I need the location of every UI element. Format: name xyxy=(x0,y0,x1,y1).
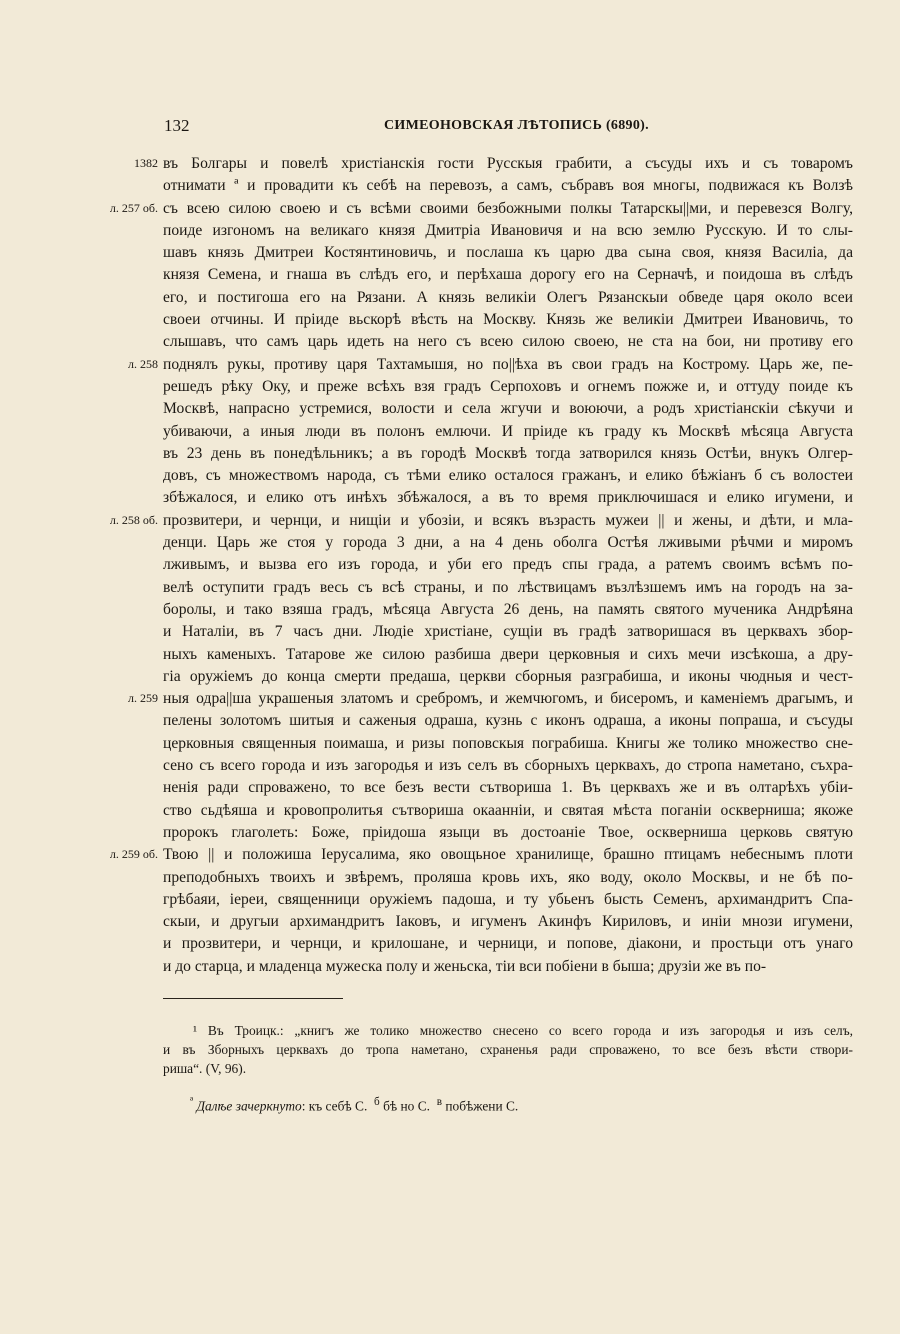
line-text: его, и постигоша его на Рязани. А князь великіи Олегъ Рязанскыи обведе царя около всеи xyxy=(163,288,853,306)
text-line xyxy=(0,510,900,532)
text-line xyxy=(0,710,900,732)
line-text: лживымъ, и вызва его изъ города, и уби его предъ спы града, а ратемъ своимъ всѣмъ по- xyxy=(163,556,853,574)
line-text: съ всею силою своею и съ всѣми своими безбожными полкы Татарскы||ми, и перевезся Волгу, xyxy=(163,199,853,217)
line-text: въ 23 день въ понедѣльникъ; а въ городѣ Москвѣ тогда затворился князь Остѣи, внукъ Олгер- xyxy=(163,444,853,462)
text-line xyxy=(0,175,900,197)
line-text: ныхъ каменыхъ. Татарове же силою разбиша двери церковныя и сихъ мечи изсѣкоша, а дру- xyxy=(163,645,853,663)
text-line xyxy=(0,220,900,242)
text-line xyxy=(0,376,900,398)
text-line xyxy=(0,554,900,576)
margin-note: л. 257 об. xyxy=(109,200,158,215)
text-line xyxy=(0,309,900,331)
line-text: церковныя священныя поимаша, и ризы поповскыя пограбиша. Книгы же толико множество сне- xyxy=(163,734,853,752)
variant-notes xyxy=(190,1096,518,1114)
text-line xyxy=(0,421,900,443)
text-line xyxy=(0,354,900,376)
footnote xyxy=(163,1021,853,1078)
running-title: СИМЕОНОВСКАЯ ЛѢТОПИСЬ (6890). xyxy=(384,118,649,133)
footnote-line: риша“. (V, 96). xyxy=(163,1061,247,1076)
text-line xyxy=(0,666,900,688)
note-mark-v: в xyxy=(436,1096,442,1108)
text-line xyxy=(0,487,900,509)
text-line xyxy=(0,331,900,353)
text-line xyxy=(0,911,900,933)
text-line xyxy=(0,800,900,822)
text-line xyxy=(0,755,900,777)
text-line xyxy=(0,733,900,755)
line-text: князя Семена, и гнаша въ слѣдъ его, и перѣхаша дорогу его на Серначѣ, и поидоша въ слѣдъ xyxy=(163,266,853,284)
line-text: збѣжалося, и елико отъ инѣхъ збѣжалося, а въ то время приключишася и елико игумени, и xyxy=(163,489,853,507)
note-v-text: побѣжени С. xyxy=(445,1098,519,1114)
line-text: преподобныхъ твоихъ и звѣремъ, проляша кровь ихъ, яко воду, около Москвы, и не бѣ по- xyxy=(163,868,853,886)
line-text: и Наталіи, въ 7 часъ дни. Людіе христіане, сущіи въ градѣ затворишася въ церквахъ збор- xyxy=(163,623,853,641)
line-text: боролы, и тако взяша градъ, мѣсяца Августа 26 день, на память святого мученика Андрѣяна xyxy=(163,600,853,618)
text-line xyxy=(0,933,900,955)
text-line xyxy=(0,889,900,911)
text-line xyxy=(0,532,900,554)
line-text: въ Болгары и повелѣ христіанскія гости Русскыя грабити, а съсуды ихъ и съ товаромъ xyxy=(163,155,853,172)
line-text: ненія ради спроважено, то все безъ вести сътвориша 1. Въ церквахъ же и въ олтарѣхъ убіи- xyxy=(163,779,853,797)
text-line xyxy=(0,844,900,866)
line-text: довъ, съ множествомъ народа, съ тѣми елико осталося гражанъ, и елико бѣжіанъ б съ волостеи xyxy=(163,467,853,485)
text-line xyxy=(0,621,900,643)
footnote-line: и въ Зборныхъ церквахъ до тропа наметано, схраненья ради спроважено, то все безъ вѣсти створи- xyxy=(163,1042,853,1057)
note-a-label: Далѣе зачеркнуто xyxy=(196,1098,302,1114)
footnote-divider xyxy=(163,998,343,999)
line-text: пелены золотомъ шитыя и саженыя одраша, кузнь с иконъ одраша, а иконы попраша, и съсуды xyxy=(163,712,853,730)
text-line xyxy=(0,688,900,710)
line-text: шавъ князь Дмитреи Костянтиновичь, и послаша къ царю два сына своя, князя Василіа, да xyxy=(163,244,853,262)
line-text: и до старца, и младенца мужеска полу и женьска, тіи вси побіени в быша; друзіи же въ по- xyxy=(163,957,767,975)
footnote-line: ¹ Въ Троицк.: „книгъ же толико множество снесено со всего города и изъ загородья и изъ селъ, xyxy=(193,1023,853,1038)
page-number: 132 xyxy=(164,116,190,135)
page-header xyxy=(164,116,854,138)
line-text: Твою || и положиша Іерусалима, яко овощьное хранилище, брашно птицамъ небеснымъ плоти xyxy=(163,846,853,864)
text-line xyxy=(0,956,900,978)
margin-note: л. 259 об. xyxy=(109,847,158,862)
line-text: ныя одра||ша украшеныя златомъ и сребромъ, и жемчюгомъ, и бисеромъ, и каменіемъ драгымъ, и xyxy=(163,690,853,708)
text-line xyxy=(0,599,900,621)
line-text: гіа оружіемъ до конца смерти предаша, церкви сборныя разграбиша, и иконы чюдныя и чест- xyxy=(163,667,853,685)
margin-note: л. 259 xyxy=(128,691,158,706)
line-text: скыи, и другыи архимандритъ Іаковъ, и игуменъ Акинфъ Кириловъ, и иніи мнози игумени, xyxy=(163,913,853,931)
line-text: слышавъ, что самъ царь идеть на него съ всею силою своею, не ста на бои, ни противу его xyxy=(163,333,853,351)
text-line xyxy=(0,577,900,599)
line-text: Москвѣ, напрасно устремися, волости и села жгучи и воюючи, а родъ христіанскіи сѣкучи и xyxy=(163,400,853,418)
margin-note: 1382 xyxy=(134,156,158,170)
note-mark-a: ª xyxy=(190,1096,194,1108)
chronicle-text xyxy=(0,153,900,978)
line-text: и прозвитери, и чернци, и крилошане, и черници, и попове, діакони, и простьци отъ унаго xyxy=(163,935,853,953)
line-text: поднялъ рукы, противу царя Тахтамышя, но по||ѣха въ свои градъ на Кострому. Царь же, пе- xyxy=(163,355,853,373)
line-text: убиваючи, а иныя люди въ полонъ емлючи. И пріиде къ граду къ Москвѣ мѣсяца Августа xyxy=(163,422,853,440)
text-line xyxy=(0,867,900,889)
line-text: своеи отчины. И пріиде вьскорѣ вѣсть на Москву. Князь же великіи Дмитреи Ивановичь, то xyxy=(163,311,853,329)
text-line xyxy=(0,153,900,175)
line-text: отнимати ª и провадити къ себѣ на перевозъ, а самъ, събравъ воя многы, подвижася къ Волзѣ xyxy=(163,177,853,195)
text-line xyxy=(0,287,900,309)
margin-note: л. 258 xyxy=(128,356,158,371)
text-line xyxy=(0,644,900,666)
line-text: сено съ всего города и изъ загородья и изъ селъ въ сборныхъ церквахъ, до стропа наметано, съхра- xyxy=(163,757,853,775)
note-mark-b: б xyxy=(374,1096,380,1108)
line-text: грѣбаяи, іереи, священници оружіемъ падоша, и ту убьенъ бысть Семенъ, архимандритъ Спа- xyxy=(163,890,853,908)
line-text: поиде изгономъ на великаго князя Дмитріа Ивановичя и на всю землю Русскую. И то слы- xyxy=(163,221,853,239)
text-line xyxy=(0,822,900,844)
note-a-text: : къ себѣ С. xyxy=(301,1098,368,1114)
text-line xyxy=(0,443,900,465)
margin-note: л. 258 об. xyxy=(109,512,158,527)
line-text: решедъ рѣку Оку, и преже всѣхъ взя градъ Серпоховъ и огнемъ пожже и, и оттуду поиде къ xyxy=(163,377,853,395)
line-text: пророкъ глаголеть: Боже, пріидоша языци въ достоаніе Твое, оскверниша церковь святую xyxy=(163,823,853,841)
text-line xyxy=(0,198,900,220)
text-line xyxy=(0,264,900,286)
line-text: денци. Царь же стоя у города 3 дни, а на 4 день оболга Остѣя лживыми рѣчми и миромъ xyxy=(163,534,853,552)
line-text: ство сьдѣяша и кровопролитья сътвориша окаанніи, и святая мѣста поганіи оскверниша; якоже xyxy=(163,801,853,819)
line-text: велѣ оступити градъ весь съ всѣ страны, и по лѣствицамъ възлѣзшемъ имъ на городъ на за- xyxy=(163,578,853,596)
text-line xyxy=(0,465,900,487)
line-text: прозвитери, и чернци, и нищіи и убозіи, и всякъ възрасть мужеи || и жены, и дѣти, и мла- xyxy=(163,511,853,529)
text-line xyxy=(0,242,900,264)
note-b-text: бѣ но С. xyxy=(383,1098,430,1114)
text-line xyxy=(0,777,900,799)
text-line xyxy=(0,398,900,420)
